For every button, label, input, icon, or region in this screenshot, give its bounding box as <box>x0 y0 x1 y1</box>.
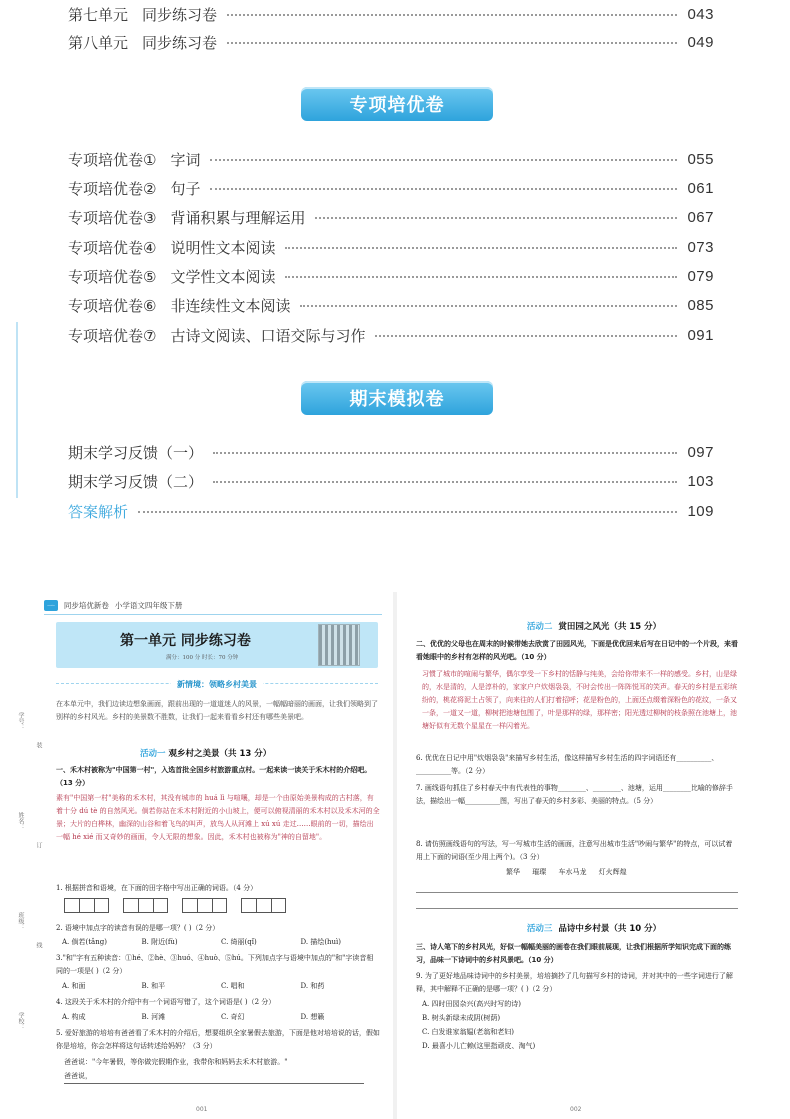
unit-title: 第一单元 同步练习卷 <box>120 633 251 649</box>
activity-1-heading <box>140 747 271 759</box>
qr-code[interactable] <box>318 624 360 666</box>
answer-line-2[interactable] <box>416 908 738 909</box>
toc-entry-label: 专项培优卷① 字词 <box>68 150 201 169</box>
toc-entry-special-7[interactable] <box>68 321 714 349</box>
side-label-name: 姓名： <box>17 812 24 830</box>
activity-title: 观乡村之美景（共 13 分） <box>168 749 272 759</box>
toc-page-number: 061 <box>687 179 714 197</box>
scene-title: 新情境：领略乡村美景 <box>171 679 263 690</box>
word-bank: 繁华 璀璨 车水马龙 灯火辉煌 <box>506 868 627 876</box>
margin-rule <box>16 322 18 498</box>
activity-2-heading <box>398 620 790 632</box>
toc-entry-unit7[interactable] <box>68 0 714 28</box>
question-3-options <box>62 981 380 991</box>
page-number: 001 <box>196 1106 208 1113</box>
header-subject: 小学语文四年级下册 <box>114 601 183 610</box>
page-header <box>44 600 182 611</box>
option-b[interactable]: B. 和平 <box>141 982 166 990</box>
question-2: 2. 语境中加点字的读音有误的是哪一项？( )（2 分） <box>56 924 220 932</box>
dot-leader <box>300 305 677 307</box>
option-b[interactable]: B. 河滩 <box>141 1013 166 1021</box>
question-6: 6. 优优在日记中用"炊烟袅袅"来描写乡村生活，像这样描写乡村生活的四字词语还有__________、__________等。（2 分） <box>416 754 719 775</box>
option-a[interactable]: A. 构成 <box>62 1013 86 1021</box>
unit-title-banner <box>56 622 378 668</box>
toc-page-number: 097 <box>687 443 714 461</box>
option-d[interactable]: D. 和药 <box>300 982 325 990</box>
toc-entry-label: 专项培优卷④ 说明性文本阅读 <box>68 238 276 257</box>
answer-prefix: 爸爸说， <box>64 1072 92 1080</box>
question-5-answer-line[interactable] <box>64 1070 364 1084</box>
page-divider <box>393 592 397 1119</box>
question-1: 1. 根据拼音和语境，在下面的田字格中写出正确的词语。（4 分） <box>56 884 258 892</box>
answer-box-1[interactable] <box>64 898 109 913</box>
toc-entry-label: 期末学习反馈（二） <box>68 472 204 491</box>
question-7: 7. 画线语句抓住了乡村春天中有代表性的事物________、________、池塘，运用________比喻的修辞手法，描绘出一幅__________图，写出了春天的乡村多彩、美丽的特点。（5 分） <box>416 784 733 805</box>
toc-entry-label: 第八单元 同步练习卷 <box>68 33 218 52</box>
question-9-option-c[interactable]: C. 白发谁家翁媪(老翁和老妇) <box>422 1028 515 1036</box>
side-mark-xian: 线 <box>35 942 42 948</box>
question-2-options <box>62 937 380 947</box>
dot-leader <box>375 335 677 337</box>
toc-page-number: 067 <box>687 208 714 226</box>
toc-entry-special-4[interactable] <box>68 233 714 261</box>
diary-passage: 习惯了城市的喧闹与繁华，偶尔享受一下乡村的恬静与纯美，会给你带来不一样的感受。乡村，山是绿的，水是清的，人是淳朴的，家家户户炊烟袅袅，不时会传出一阵阵悦耳的笑声。春天的乡村是五彩缤纷的，桃花将泥土占领了，向来往的人们打着招呼；花是粉色的，上面还点缀着深粉色的花纹，一条又一条，一道又一道，柳树把池塘包围了，叶是那样的绿，那样密；阳光透过柳树的枝条照在池塘上，池塘好似有无数个星星在一样闪着光。 <box>422 670 737 730</box>
passage-hemu: 素有"中国第一村"美称的禾木村，其没有城市的 huá lì 与喧嚷，却是一个由原始美景构成的古村落，有着十分 dú tè 的自然风光。倘若你站在禾木村附近的小山坡上，便可以俯视清丽的禾木村以及禾木河的全景；大片的白桦林，幽深的山谷和着飞鸟的叫声，放鸟人从河滩上 xú xú 走过……眼前的一切，描绘出一幅 hé xié 而又奇妙的画面，令人无限的想象。因此，禾木村也被称为"神的自留地"。 <box>56 794 380 841</box>
toc-entry-special-3[interactable] <box>68 203 714 231</box>
answer-box-4[interactable] <box>241 898 286 913</box>
toc-page-number: 055 <box>687 150 714 168</box>
dot-leader <box>285 276 677 278</box>
section-heading-special: 专项培优卷 <box>301 87 493 121</box>
toc-entry-final-1[interactable] <box>68 438 714 466</box>
toc-page-number: 085 <box>687 296 714 314</box>
question-5-quote: 爸爸说："今年暑假，等你做完假期作业，我带你和妈妈去禾木村旅游。" <box>64 1058 288 1066</box>
toc-entry-final-2[interactable] <box>68 467 714 495</box>
intro-paragraph: 在本单元中，我们边读边想象画面，跟前出现的一道道迷人的风景，一幅幅暗丽的画面，让我们领略到了别样的乡村风光。乡村的美景数不胜数，让我们一起来看看乡村还有哪些美景吧。 <box>56 700 378 721</box>
header-tag: 一· <box>44 600 58 611</box>
side-label-school: 学校： <box>17 1012 24 1030</box>
dot-leader <box>227 14 677 16</box>
dot-leader <box>213 481 677 483</box>
option-c[interactable]: C. 奇幻 <box>221 1013 245 1021</box>
option-a[interactable]: A. 和面 <box>62 982 86 990</box>
answer-line-1[interactable] <box>416 892 738 893</box>
toc-entry-special-5[interactable] <box>68 262 714 290</box>
question-9-option-b[interactable]: B. 树头新绿未成阴(树荫) <box>422 1014 501 1022</box>
toc-entry-label: 第七单元 同步练习卷 <box>68 5 218 24</box>
toc-entry-label: 专项培优卷⑥ 非连续性文本阅读 <box>68 296 291 315</box>
question-1-intro: 一、禾木村被称为"中国第一村"，入选首批全国乡村旅游重点村。一起来读一读关于禾木村的介绍吧。（13 分） <box>56 766 372 787</box>
activity-label: 活动一 <box>140 749 166 759</box>
option-c[interactable]: C. 唱和 <box>221 982 245 990</box>
option-d[interactable]: D. 想籁 <box>300 1013 325 1021</box>
toc-entry-label: 专项培优卷⑤ 文学性文本阅读 <box>68 267 276 286</box>
toc-page-number: 049 <box>687 33 714 51</box>
dot-leader <box>210 188 677 190</box>
side-label-student-id: 学号： <box>17 712 24 730</box>
page-number: 002 <box>570 1106 582 1113</box>
dot-leader <box>210 159 677 161</box>
option-b[interactable]: B. 附近(fù) <box>141 938 178 946</box>
side-mark-zhuang: 装 <box>35 742 42 748</box>
section-heading-final: 期末模拟卷 <box>301 381 493 415</box>
toc-page-number: 091 <box>687 326 714 344</box>
toc-entry-unit8[interactable] <box>68 28 714 56</box>
question-9: 9. 为了更好地品味诗词中的乡村美景，培培摘抄了几句描写乡村的诗词，并对其中的一些字词进行了解释，其中解释不正确的是哪一项？( )（2 分） <box>416 972 733 993</box>
toc-page-number: 079 <box>687 267 714 285</box>
toc-page-number: 109 <box>687 502 714 520</box>
toc-entry-label: 专项培优卷② 句子 <box>68 179 201 198</box>
side-mark-ding: 订 <box>35 842 42 848</box>
question-4: 4. 这段关于禾木村的介绍中有一个词语写错了，这个词语是( )（2 分） <box>56 998 276 1006</box>
activity-label: 活动三 <box>526 924 553 934</box>
question-9-option-d[interactable]: D. 最喜小儿亡赖(这里指顽皮、淘气) <box>422 1042 536 1050</box>
toc-entry-label: 专项培优卷③ 背诵积累与理解运用 <box>68 208 306 227</box>
dot-leader <box>227 42 677 44</box>
header-series: 同步培优新卷 <box>63 601 109 610</box>
activity-3-heading <box>398 922 790 934</box>
unit-meta: 满分：100 分 时长：70 分钟 <box>166 655 239 661</box>
question-5: 5. 爱好旅游的培培有爸爸看了禾木村的介绍后，想要组织全家暑假去旅游，下面是他对培培说的话，假如你是培培，你会怎样将这句话转述给妈妈？（3 分） <box>56 1029 380 1050</box>
option-a[interactable]: A. 倘若(tǎng) <box>62 938 107 946</box>
option-c[interactable]: C. 绮丽(qǐ) <box>221 938 257 946</box>
toc-page-number: 043 <box>687 5 714 23</box>
activity-label: 活动二 <box>526 622 553 632</box>
dot-leader <box>285 247 677 249</box>
dot-leader <box>138 511 677 513</box>
dot-leader <box>213 452 677 454</box>
activity-title: 品诗中乡村景（共 10 分） <box>558 924 662 934</box>
toc-entry-label: 专项培优卷⑦ 古诗文阅读、口语交际与习作 <box>68 326 366 345</box>
answer-box-3[interactable] <box>182 898 227 913</box>
worksheet-page-2 <box>398 592 790 1119</box>
scene-heading <box>56 676 378 692</box>
toc-entry-special-1[interactable] <box>68 145 714 173</box>
tianzige-grid <box>64 898 286 913</box>
toc-entry-special-6[interactable] <box>68 291 714 319</box>
activity-title: 赏田园之风光（共 15 分） <box>558 622 662 632</box>
answer-box-2[interactable] <box>123 898 168 913</box>
toc-entry-answers[interactable] <box>68 497 714 525</box>
option-d[interactable]: D. 描绘(huì) <box>300 938 342 946</box>
question-8: 8. 请仿照画线语句的写法，写一写城市生活的画面，注意写出城市生活"吵闹与繁华"的特点，可以试着用上下面的词语(至少用上两个)。（3 分） <box>416 840 733 861</box>
toc-entry-label: 答案解析 <box>68 502 129 521</box>
toc-page-number: 073 <box>687 238 714 256</box>
binding-margin <box>12 712 42 1112</box>
side-label-class: 班级： <box>17 912 24 930</box>
header-rule <box>44 614 382 615</box>
question-2-intro: 二、优优的父母也在周末的时候带她去欣赏了田园风光，下面是优优回来后写在日记中的一个片段，来看看她眼中的乡村有怎样的风光吧。（10 分） <box>416 640 738 661</box>
toc-page-number: 103 <box>687 472 714 490</box>
worksheet-page-1 <box>0 592 392 1119</box>
question-3: 3."和"字有五种读音：①hé、②hè、③huó、④huò、⑤hú。下列加点字与语境中加点的"和"字读音相同的一项是( )（2 分） <box>56 954 374 975</box>
toc-entry-label: 期末学习反馈（一） <box>68 443 204 462</box>
toc-entry-special-2[interactable] <box>68 174 714 202</box>
question-4-options <box>62 1012 380 1022</box>
question-3-intro: 三、诗人笔下的乡村风光，好似一幅幅美丽的画卷在我们眼前展现，让我们根据所学知识完成下面的练习，品味一下诗词中的乡村风景吧。（10 分） <box>416 943 731 964</box>
question-9-option-a[interactable]: A. 四时田园杂兴(高兴时写的诗) <box>422 1000 521 1008</box>
dot-leader <box>315 217 677 219</box>
